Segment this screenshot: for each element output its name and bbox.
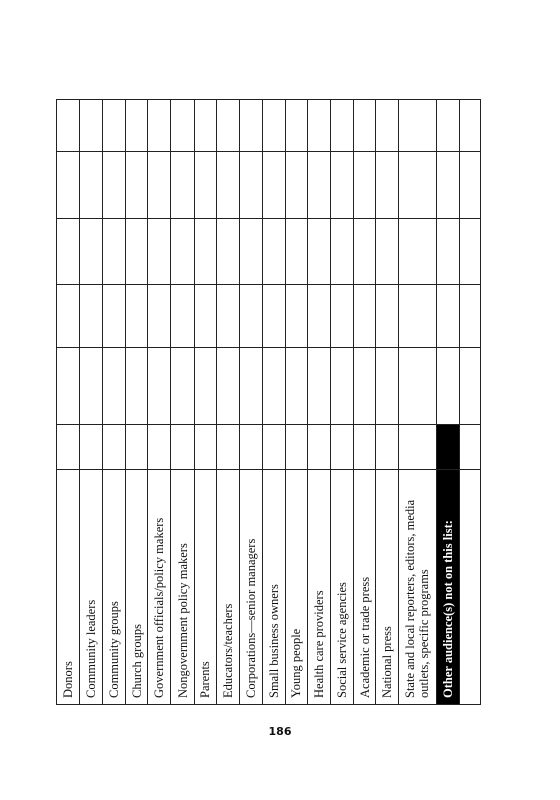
response-cell[interactable] [376, 219, 399, 285]
response-cell[interactable] [126, 219, 148, 285]
audience-label: Parents [194, 470, 216, 705]
response-cell[interactable] [239, 285, 262, 348]
response-cell[interactable] [308, 219, 331, 285]
response-cell[interactable] [331, 285, 354, 348]
response-cell[interactable] [103, 348, 126, 425]
response-cell[interactable] [103, 100, 126, 152]
response-cell[interactable] [285, 219, 307, 285]
response-cell[interactable] [399, 100, 436, 152]
response-cell[interactable] [148, 152, 171, 219]
audience-label: Nongovernment policy makers [171, 470, 194, 705]
audience-table [56, 99, 481, 705]
response-cell[interactable] [194, 152, 216, 219]
response-cell[interactable] [194, 348, 216, 425]
audience-row [57, 100, 80, 705]
response-cell[interactable] [126, 152, 148, 219]
audience-row [103, 100, 126, 705]
response-cell[interactable] [308, 285, 331, 348]
response-cell[interactable] [376, 425, 399, 470]
blank-row [459, 100, 480, 705]
response-cell[interactable] [308, 100, 331, 152]
audience-label: Young people [285, 470, 307, 705]
response-cell[interactable] [194, 285, 216, 348]
response-cell[interactable] [57, 348, 80, 425]
response-cell[interactable] [57, 152, 80, 219]
response-cell[interactable] [57, 285, 80, 348]
audience-label: Community groups [103, 470, 126, 705]
audience-label: Donors [57, 470, 80, 705]
response-cell[interactable] [171, 100, 194, 152]
response-cell[interactable] [331, 152, 354, 219]
response-cell[interactable] [57, 219, 80, 285]
audience-label: Educators/teachers [216, 470, 239, 705]
response-cell[interactable] [285, 285, 307, 348]
response-cell[interactable] [239, 100, 262, 152]
response-cell[interactable] [103, 152, 126, 219]
response-cell[interactable] [376, 285, 399, 348]
response-cell[interactable] [331, 425, 354, 470]
response-cell[interactable] [285, 425, 307, 470]
audience-worksheet-table [56, 100, 481, 705]
response-cell[interactable] [216, 425, 239, 470]
response-cell[interactable] [354, 219, 376, 285]
response-cell[interactable] [459, 219, 480, 285]
audience-label: Health care providers [308, 470, 331, 705]
audience-label: Corporations—senior managers [239, 470, 262, 705]
response-cell[interactable] [171, 285, 194, 348]
response-cell[interactable] [459, 100, 480, 152]
response-cell[interactable] [308, 425, 331, 470]
audience-row [399, 100, 436, 705]
response-cell[interactable] [459, 285, 480, 348]
response-cell[interactable] [436, 348, 459, 425]
response-cell[interactable] [399, 348, 436, 425]
response-cell[interactable] [216, 100, 239, 152]
audience-label: National press [376, 470, 399, 705]
response-cell[interactable] [239, 348, 262, 425]
response-cell[interactable] [148, 425, 171, 470]
response-cell[interactable] [216, 152, 239, 219]
response-cell[interactable] [262, 100, 285, 152]
response-cell[interactable] [216, 219, 239, 285]
audience-row [285, 100, 307, 705]
response-cell[interactable] [80, 425, 103, 470]
response-cell[interactable] [436, 425, 459, 470]
response-cell[interactable] [354, 100, 376, 152]
response-cell[interactable] [331, 348, 354, 425]
response-cell[interactable] [459, 425, 480, 470]
response-cell[interactable] [376, 348, 399, 425]
response-cell[interactable] [57, 100, 80, 152]
response-cell[interactable] [262, 348, 285, 425]
response-cell[interactable] [436, 100, 459, 152]
response-cell[interactable] [262, 285, 285, 348]
response-cell[interactable] [126, 100, 148, 152]
audience-row [194, 100, 216, 705]
response-cell[interactable] [436, 285, 459, 348]
audience-label: Social service agencies [331, 470, 354, 705]
response-cell[interactable] [80, 219, 103, 285]
audience-label: Academic or trade press [354, 470, 376, 705]
audience-row [239, 100, 262, 705]
response-cell[interactable] [126, 425, 148, 470]
response-cell[interactable] [171, 152, 194, 219]
response-cell[interactable] [399, 285, 436, 348]
audience-label: Small business owners [262, 470, 285, 705]
response-cell[interactable] [57, 425, 80, 470]
other-audience-row [436, 100, 459, 705]
response-cell[interactable] [376, 152, 399, 219]
response-cell[interactable] [354, 152, 376, 219]
response-cell[interactable] [80, 152, 103, 219]
response-cell[interactable] [399, 152, 436, 219]
response-cell[interactable] [239, 152, 262, 219]
response-cell[interactable] [103, 219, 126, 285]
response-cell[interactable] [171, 219, 194, 285]
audience-row [126, 100, 148, 705]
response-cell[interactable] [399, 219, 436, 285]
response-cell[interactable] [239, 425, 262, 470]
response-cell[interactable] [354, 285, 376, 348]
response-cell[interactable] [148, 219, 171, 285]
response-cell[interactable] [354, 425, 376, 470]
response-cell[interactable] [459, 348, 480, 425]
response-cell[interactable] [308, 348, 331, 425]
response-cell[interactable] [285, 100, 307, 152]
response-cell[interactable] [194, 219, 216, 285]
response-cell[interactable] [103, 425, 126, 470]
response-cell[interactable] [171, 425, 194, 470]
response-cell[interactable] [376, 100, 399, 152]
audience-row [331, 100, 354, 705]
audience-label: State and local reporters, editors, media outlets, specific programs [399, 470, 436, 705]
audience-row [171, 100, 194, 705]
response-cell[interactable] [239, 219, 262, 285]
response-cell[interactable] [126, 285, 148, 348]
response-cell[interactable] [148, 285, 171, 348]
response-cell[interactable] [194, 100, 216, 152]
response-cell[interactable] [80, 285, 103, 348]
response-cell[interactable] [459, 152, 480, 219]
response-cell[interactable] [308, 152, 331, 219]
response-cell[interactable] [148, 348, 171, 425]
response-cell[interactable] [399, 425, 436, 470]
page-number: 186 [268, 725, 292, 738]
audience-label: Community leaders [80, 470, 103, 705]
audience-label: Government officials/policy makers [148, 470, 171, 705]
response-cell[interactable] [354, 348, 376, 425]
response-cell[interactable] [262, 219, 285, 285]
response-cell[interactable] [103, 285, 126, 348]
response-cell[interactable] [436, 152, 459, 219]
response-cell[interactable] [126, 348, 148, 425]
response-cell[interactable] [80, 348, 103, 425]
response-cell[interactable] [285, 152, 307, 219]
response-cell[interactable] [436, 219, 459, 285]
response-cell[interactable] [331, 219, 354, 285]
response-cell[interactable] [80, 100, 103, 152]
response-cell[interactable] [285, 348, 307, 425]
audience-label: Church groups [126, 470, 148, 705]
audience-row [354, 100, 376, 705]
response-cell[interactable] [148, 100, 171, 152]
response-cell[interactable] [459, 470, 480, 705]
response-cell[interactable] [216, 348, 239, 425]
audience-row [80, 100, 103, 705]
response-cell[interactable] [194, 425, 216, 470]
response-cell[interactable] [216, 285, 239, 348]
response-cell[interactable] [331, 100, 354, 152]
other-audience-label: Other audience(s) not on this list: [436, 470, 459, 705]
response-cell[interactable] [262, 152, 285, 219]
response-cell[interactable] [171, 348, 194, 425]
audience-row [216, 100, 239, 705]
audience-row [308, 100, 331, 705]
response-cell[interactable] [262, 425, 285, 470]
audience-row [376, 100, 399, 705]
audience-row [148, 100, 171, 705]
audience-row [262, 100, 285, 705]
